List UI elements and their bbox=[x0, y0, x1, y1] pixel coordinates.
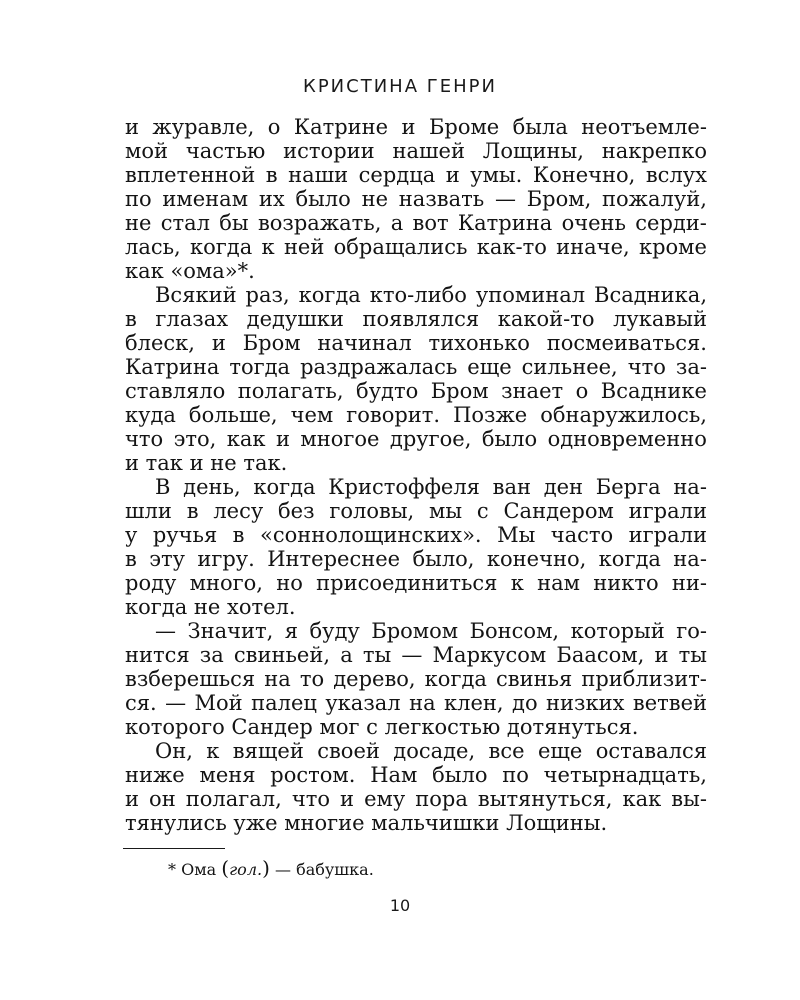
word: это, bbox=[173, 427, 217, 451]
word: ему bbox=[364, 787, 406, 811]
word: свиньей, bbox=[233, 643, 331, 667]
word: Интереснее bbox=[267, 547, 401, 571]
word: когда bbox=[253, 475, 316, 499]
word: бы bbox=[219, 211, 249, 235]
text-line bbox=[125, 643, 707, 667]
word: ручья bbox=[152, 523, 218, 547]
running-head: КРИСТИНА ГЕНРИ bbox=[303, 76, 497, 97]
word: вплетенной bbox=[125, 163, 256, 187]
word: Маркусом bbox=[432, 643, 547, 667]
word: тогда bbox=[229, 355, 291, 379]
word: другое, bbox=[389, 427, 472, 451]
word: сердца bbox=[358, 163, 436, 187]
word: у bbox=[125, 523, 138, 547]
word: низких bbox=[546, 691, 625, 715]
text-line bbox=[125, 235, 707, 259]
word: лась, bbox=[125, 235, 181, 259]
word: Позже bbox=[453, 403, 528, 427]
word: часто bbox=[550, 523, 614, 547]
word: ростом. bbox=[270, 763, 356, 787]
word: Бонсом, bbox=[469, 619, 560, 643]
word: не bbox=[125, 211, 152, 235]
word: никто bbox=[593, 571, 659, 595]
text-line-content: которого Сандер мог с легкостью дотянуться. bbox=[125, 715, 639, 739]
text-line bbox=[125, 739, 707, 763]
word: на bbox=[409, 691, 436, 715]
word: говорит. bbox=[346, 403, 441, 427]
text-line bbox=[125, 331, 707, 355]
word: вы- bbox=[671, 787, 707, 811]
word: шли bbox=[125, 499, 172, 523]
word: к bbox=[510, 571, 524, 595]
word: умы. bbox=[470, 163, 523, 187]
word: куда bbox=[125, 403, 176, 427]
word: как bbox=[226, 427, 266, 451]
word: посмеиваться. bbox=[546, 331, 707, 355]
word: Конечно, bbox=[532, 163, 636, 187]
word: какой-то bbox=[497, 307, 595, 331]
word: своей bbox=[317, 739, 380, 763]
word: дедушки bbox=[246, 307, 344, 331]
word: меня bbox=[199, 763, 256, 787]
text-line bbox=[125, 163, 707, 187]
word: раз, bbox=[245, 283, 290, 307]
word: В bbox=[155, 475, 171, 499]
word: Броме bbox=[428, 115, 500, 139]
page-number: 10 bbox=[389, 896, 411, 915]
text-line bbox=[125, 475, 707, 499]
word: — bbox=[401, 643, 423, 667]
word: играли bbox=[628, 499, 707, 523]
word: и bbox=[340, 787, 355, 811]
text-line bbox=[125, 379, 707, 403]
word: много, bbox=[189, 571, 263, 595]
word: было bbox=[432, 763, 488, 787]
word: обращались bbox=[333, 235, 468, 259]
word: кроме bbox=[638, 235, 707, 259]
word: игру. bbox=[197, 547, 255, 571]
text-line bbox=[125, 595, 707, 619]
word: присоединиться bbox=[316, 571, 498, 595]
word: как-то bbox=[476, 235, 547, 259]
word: Всякий bbox=[155, 283, 237, 307]
word: частью bbox=[185, 139, 266, 163]
word: Всаднике bbox=[600, 379, 707, 403]
word: и bbox=[125, 115, 139, 139]
word: блеск, bbox=[125, 331, 195, 355]
word: ся. bbox=[125, 691, 157, 715]
word: на- bbox=[673, 547, 707, 571]
word: ты bbox=[678, 643, 707, 667]
word: Берга bbox=[595, 475, 661, 499]
word: который bbox=[570, 619, 665, 643]
word: досаде, bbox=[393, 739, 476, 763]
word: вот bbox=[412, 211, 449, 235]
word: все bbox=[488, 739, 525, 763]
body-text bbox=[125, 115, 707, 835]
word: головы, bbox=[329, 499, 415, 523]
word: больше, bbox=[188, 403, 278, 427]
word: в bbox=[125, 307, 137, 331]
word: глазах bbox=[155, 307, 229, 331]
word: свинья bbox=[495, 667, 573, 691]
word: именам bbox=[162, 187, 249, 211]
text-line bbox=[125, 499, 707, 523]
word: палец bbox=[251, 691, 317, 715]
word: знает bbox=[501, 379, 564, 403]
word: чем bbox=[290, 403, 334, 427]
word: появлялся bbox=[362, 307, 480, 331]
word: Кристоффеля bbox=[328, 475, 480, 499]
word: эту bbox=[149, 547, 185, 571]
word: ни- bbox=[671, 571, 707, 595]
text-line-content: как «ома»*. bbox=[125, 259, 255, 283]
word: Катрине bbox=[293, 115, 389, 139]
word: Катрина bbox=[457, 211, 553, 235]
word: лукавый bbox=[613, 307, 707, 331]
word: что bbox=[125, 427, 164, 451]
word: пора bbox=[415, 787, 468, 811]
text-line bbox=[125, 283, 707, 307]
text-line bbox=[125, 115, 707, 139]
word: указал bbox=[325, 691, 401, 715]
word: накрепко bbox=[601, 139, 707, 163]
word: многое bbox=[300, 427, 380, 451]
word: Баасом, bbox=[556, 643, 645, 667]
text-line bbox=[125, 307, 707, 331]
word: день, bbox=[183, 475, 241, 499]
word: за- bbox=[675, 355, 707, 379]
word: на- bbox=[673, 475, 707, 499]
word: я bbox=[284, 619, 298, 643]
word: роду bbox=[125, 571, 177, 595]
word: с bbox=[476, 499, 489, 523]
word: но bbox=[276, 571, 303, 595]
word: в bbox=[232, 523, 245, 547]
word: серди- bbox=[635, 211, 707, 235]
word: кто-либо bbox=[369, 283, 467, 307]
footnote-definition: — бабушка. bbox=[275, 860, 374, 879]
word: взберешься bbox=[125, 667, 256, 691]
word: раздражалась bbox=[300, 355, 458, 379]
text-line bbox=[125, 451, 707, 475]
word: полагать, bbox=[237, 379, 344, 403]
word: Нам bbox=[370, 763, 418, 787]
word: за bbox=[199, 643, 224, 667]
text-line bbox=[125, 211, 707, 235]
word: буду bbox=[309, 619, 360, 643]
word: когда bbox=[190, 235, 253, 259]
word: нам bbox=[537, 571, 580, 595]
word: ниже bbox=[125, 763, 185, 787]
word: клен, bbox=[444, 691, 504, 715]
word: — bbox=[494, 187, 516, 211]
word: в bbox=[186, 499, 199, 523]
word: стал bbox=[160, 211, 210, 235]
word: наши bbox=[288, 163, 349, 187]
word: и bbox=[654, 643, 669, 667]
word: без bbox=[278, 499, 315, 523]
word: ставляло bbox=[125, 379, 226, 403]
word: ты bbox=[362, 643, 392, 667]
word: пожалуй, bbox=[602, 187, 707, 211]
word: играли bbox=[628, 523, 707, 547]
word: оставался bbox=[595, 739, 707, 763]
footnote-divider bbox=[123, 848, 225, 849]
word: нашей bbox=[392, 139, 465, 163]
word: неотъемле- bbox=[581, 115, 707, 139]
word: и bbox=[275, 427, 290, 451]
word: приблизит- bbox=[581, 667, 707, 691]
word: ней bbox=[283, 235, 325, 259]
text-line bbox=[125, 547, 707, 571]
word: ден bbox=[543, 475, 584, 499]
word: вслух bbox=[645, 163, 707, 187]
word: было bbox=[481, 427, 538, 451]
word: иначе, bbox=[556, 235, 630, 259]
word: Он, bbox=[155, 739, 193, 763]
word: не bbox=[361, 187, 389, 211]
word: а bbox=[340, 643, 353, 667]
word: истории bbox=[283, 139, 375, 163]
text-line-content: когда не хотел. bbox=[125, 595, 296, 619]
text-line bbox=[125, 571, 707, 595]
text-line bbox=[125, 715, 707, 739]
word: к bbox=[261, 235, 275, 259]
word: дерево, bbox=[333, 667, 416, 691]
word: упоминал bbox=[475, 283, 586, 307]
word: когда bbox=[298, 283, 361, 307]
word: — bbox=[165, 691, 187, 715]
word: то bbox=[299, 667, 325, 691]
word: и bbox=[445, 163, 460, 187]
footnote bbox=[168, 856, 374, 880]
text-line bbox=[125, 427, 707, 451]
word: что bbox=[291, 787, 330, 811]
word: полагал, bbox=[185, 787, 282, 811]
word: еще bbox=[537, 739, 583, 763]
word: вящей bbox=[232, 739, 304, 763]
word: конечно, bbox=[486, 547, 587, 571]
word: одновременно bbox=[547, 427, 707, 451]
word: к bbox=[206, 739, 220, 763]
word: очень bbox=[561, 211, 626, 235]
word: о bbox=[575, 379, 589, 403]
word: по bbox=[502, 763, 529, 787]
text-line bbox=[125, 403, 707, 427]
text-line bbox=[125, 523, 707, 547]
footnote-marker: * Ома bbox=[168, 860, 217, 879]
text-line bbox=[125, 667, 707, 691]
word: Всадника, bbox=[594, 283, 707, 307]
word: и bbox=[401, 115, 416, 139]
word: Бром bbox=[242, 331, 301, 355]
word: в bbox=[265, 163, 278, 187]
word: было bbox=[295, 187, 351, 211]
word: сильнее, bbox=[521, 355, 618, 379]
text-line bbox=[125, 619, 707, 643]
text-line bbox=[125, 355, 707, 379]
text-line bbox=[125, 187, 707, 211]
word: Сандером bbox=[503, 499, 614, 523]
word: Лощины, bbox=[482, 139, 584, 163]
word: была bbox=[512, 115, 568, 139]
word: го- bbox=[676, 619, 707, 643]
text-line-content: и так и не так. bbox=[125, 451, 288, 475]
word: и bbox=[211, 331, 226, 355]
word: их bbox=[258, 187, 285, 211]
word: тихонько bbox=[428, 331, 530, 355]
text-line bbox=[125, 259, 707, 283]
word: когда bbox=[424, 667, 487, 691]
word: на bbox=[264, 667, 291, 691]
word: журавле, bbox=[152, 115, 255, 139]
word: начинал bbox=[317, 331, 412, 355]
word: как bbox=[622, 787, 662, 811]
word: по bbox=[125, 187, 152, 211]
word: что bbox=[627, 355, 666, 379]
word: а bbox=[390, 211, 404, 235]
word: было, bbox=[412, 547, 475, 571]
word: Бром bbox=[430, 379, 489, 403]
word: вытянуться, bbox=[477, 787, 613, 811]
footnote-abbreviation: гол. bbox=[229, 860, 263, 879]
text-line bbox=[125, 787, 707, 811]
word: возражать, bbox=[257, 211, 382, 235]
text-line bbox=[125, 763, 707, 787]
footnote-paren-close: ) bbox=[262, 856, 270, 880]
text-line bbox=[125, 811, 707, 835]
word: Мой bbox=[194, 691, 243, 715]
word: ветвей bbox=[632, 691, 707, 715]
word: Значит, bbox=[187, 619, 274, 643]
word: мы bbox=[429, 499, 463, 523]
word: обнаружилось, bbox=[540, 403, 707, 427]
word: лесу bbox=[213, 499, 264, 523]
word: в bbox=[125, 547, 137, 571]
word: до bbox=[512, 691, 538, 715]
word: «соннолощинских». bbox=[259, 523, 482, 547]
word: Мы bbox=[497, 523, 536, 547]
word: назвать bbox=[398, 187, 485, 211]
word: — bbox=[155, 619, 176, 643]
word: мой bbox=[125, 139, 168, 163]
word: и bbox=[125, 787, 139, 811]
word: еще bbox=[467, 355, 512, 379]
word: когда bbox=[598, 547, 661, 571]
word: о bbox=[267, 115, 281, 139]
word: будто bbox=[356, 379, 419, 403]
word: нится bbox=[125, 643, 190, 667]
text-line-content: тянулись уже многие мальчишки Лощины. bbox=[125, 811, 608, 835]
word: Бром, bbox=[526, 187, 592, 211]
word: Бромом bbox=[371, 619, 459, 643]
word: четырнадцать, bbox=[543, 763, 707, 787]
text-line bbox=[125, 691, 707, 715]
word: он bbox=[149, 787, 176, 811]
footnote-paren-open: ( bbox=[221, 856, 230, 880]
word: Катрина bbox=[125, 355, 220, 379]
text-line bbox=[125, 139, 707, 163]
word: ван bbox=[492, 475, 531, 499]
